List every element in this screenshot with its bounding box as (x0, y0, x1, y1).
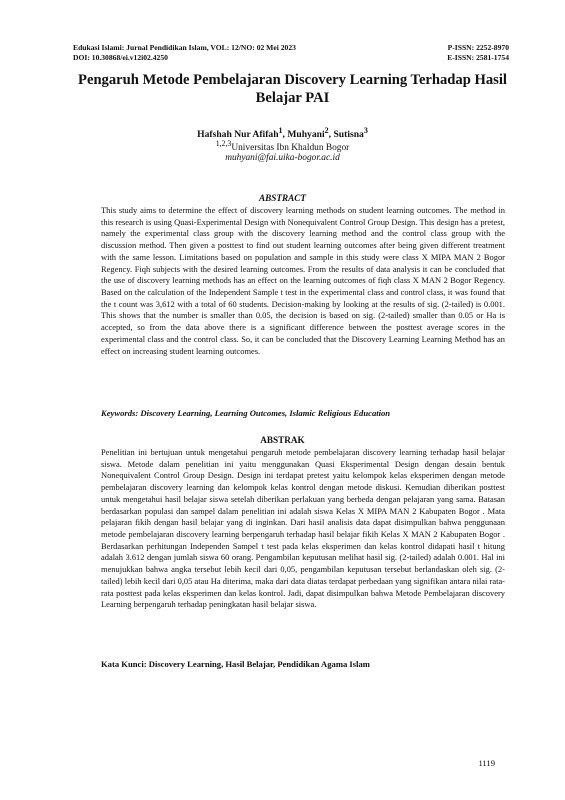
author-superscript: 3 (363, 126, 368, 135)
affiliation-superscript: 1,2,3 (215, 139, 232, 148)
author-name: , Sutisna (328, 129, 364, 141)
journal-name: Edukasi Islami: Jurnal Pendidikan Islam, VOL: 12/NO: 02 Mei 2023 (73, 43, 296, 52)
abstract-body: This study aims to determine the effect of discovery learning methods on student learning outcomes. The method in this research is using Quasi-Experimental Design with Nonequivalent Control Group Design. This design has a pretest, namely the experimental class group with the discovery learning method and the control class group with the discussion method. Then given a posttest to find out student learning outcomes after being given different treatment with the same lesson. Limitations based on population and sample in this study were class X MIPA MAN 2 Bogor Regency. Fiqh subjects with the desired learning outcomes. From the results of data analysis it can be concluded that the use of discovery learning methods has an effect on the learning outcomes of fiqh class X MAN 2 Bogor Regency. Based on the calculation of the Independent Sample t test in the experimental class and control class, it was found that the t count was 3,612 with a total of 60 students. Decision-making by looking at the results of sig. (2-tailed) is 0.001. This shows that the number is smaller than 0.05, the decision is based on sig. (2-tailed) smaller than 0.05 or Ha is accepted, so from the data above there is a significant difference between the posttest average scores in the experimental class and the control class. So, it can be concluded that the Discovery Learning Learning Method has an effect on increasing student learning outcomes. (101, 205, 505, 356)
running-header-line-1 (73, 43, 509, 53)
author-superscript: 2 (324, 126, 329, 135)
doi: DOI: 10.30868/ei.v12i02.4250 (73, 53, 168, 62)
keywords-indonesian: Kata Kunci: Discovery Learning, Hasil Belajar, Pendidikan Agama Islam (101, 659, 370, 669)
affiliation-name: Universitas Ibn Khaldun Bogor (231, 143, 350, 154)
author-name: Hafshah Nur Afifah (197, 129, 279, 141)
author-name: , Muhyani (282, 129, 325, 141)
abstract-heading: ABSTRACT (259, 193, 306, 203)
pissn: P-ISSN: 2252-8970 (447, 43, 509, 52)
abstrak-body: Penelitian ini bertujuan untuk mengetahui pengaruh metode pembelajaran discovery learning terhadap hasil belajar siswa. Metode dalam penelitian ini yaitu menggunakan Quasi Eksperimental Design dengan desain bentuk Nonequivalent Control Group Design. Design ini terdapat pretest yaitu kelompok kelas eksperimen dengan metode pembelajaran discovery learning dan kelompok kelas kontrol dengan metode diskusi. Kemudian diberikan posttest untuk mengetahui hasil belajar siswa setelah diberikan perlakuan yang berbeda dengan pelajaran yang sama. Batasan berdasarkan populasi dan sampel dalam penelitian ini adalah siswa Kelas X MIPA MAN 2 Kabupaten Bogor . Mata pelajaran fikih dengan hasil belajar yang di inginkan. Dari hasil analisis data dapat disimpulkan bahwa penggunaan metode pembelajaran discovery learning berpengaruh terhadap hasil belajar fikih Kelas X MAN 2 Kabupaten Bogor . Berdasarkan perhitungan Independen Sampel t test pada kelas eksperimen dan kelas kontrol didapati hasil t hitung adalah 3.612 dengan jumlah siswa 60 orang. Pengambilan keputusan melihat hasil sig. (2-tailed) adalah 0.001. Hal ini menujukkan bahwa angka tersebut lebih kecil dari 0,05, pengambilan keputusan tersebut berlandaskan oleh sig. (2-tailed) lebih kecil dari 0,05 atau Ha diterima, maka dari data diatas terdapat perbedaan yang signifikan antara nilai rata-rata posttest pada kelas eksperimen dan kelas kontrol. Jadi, dapat disimpulkan bahwa Metode Pembelajaran discovery Learning berpengaruh terhadap peningkatan hasil belajar siswa. (101, 447, 505, 610)
running-header-line-2 (73, 53, 509, 63)
author-superscript: 1 (278, 126, 283, 135)
abstrak-heading: ABSTRAK (260, 435, 305, 445)
keywords-english: Keywords: Discovery Learning, Learning Outcomes, Islamic Religious Education (101, 408, 391, 418)
eissn: E-ISSN: 2581-1754 (447, 53, 509, 62)
paper-title: Pengaruh Metode Pembelajaran Discovery Learning Terhadap Hasil Belajar PAI (78, 72, 507, 106)
author-email: muhyani@fai.uika-bogor.ac.id (225, 153, 340, 163)
page-number: 1119 (478, 758, 495, 768)
